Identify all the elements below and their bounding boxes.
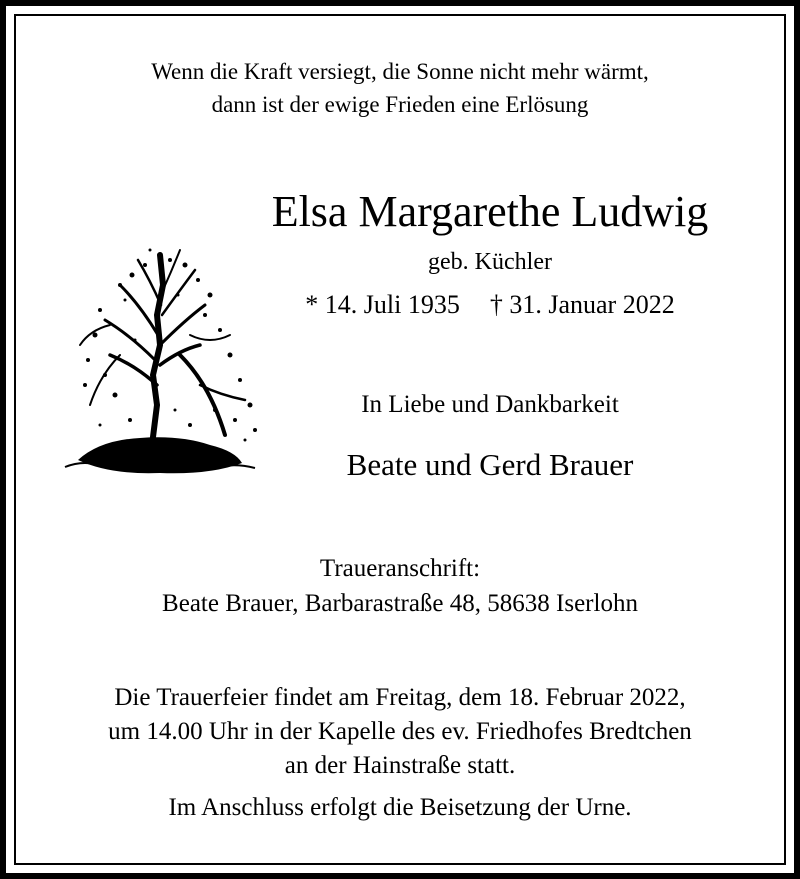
tree-illustration	[60, 235, 270, 485]
life-dates	[240, 290, 740, 320]
funeral-line-2: um 14.00 Uhr in der Kapelle des ev. Friedhofes Bredtchen	[108, 718, 692, 745]
address-label: Traueranschrift:	[319, 555, 481, 582]
motto-line-2: dann ist der ewige Frieden eine Erlösung	[211, 92, 589, 117]
deceased-name: Elsa Margarethe Ludwig	[271, 187, 709, 236]
mourners-names: Beate und Gerd Brauer	[346, 447, 634, 482]
funeral-line-1: Die Trauerfeier findet am Freitag, dem 18. Februar 2022,	[114, 684, 686, 711]
dedication-line: In Liebe und Dankbarkeit	[361, 391, 619, 418]
funeral-line-3: an der Hainstraße statt.	[284, 752, 516, 779]
death-date: † 31. Januar 2022	[489, 290, 675, 319]
birth-date: * 14. Juli 1935	[305, 290, 460, 319]
address-value: Beate Brauer, Barbarastraße 48, 58638 Iserlohn	[162, 590, 638, 617]
motto-line-1: Wenn die Kraft versiegt, die Sonne nicht mehr wärmt,	[151, 59, 649, 84]
burial-note: Im Anschluss erfolgt die Beisetzung der Urne.	[168, 794, 632, 821]
maiden-name: geb. Küchler	[428, 249, 552, 275]
